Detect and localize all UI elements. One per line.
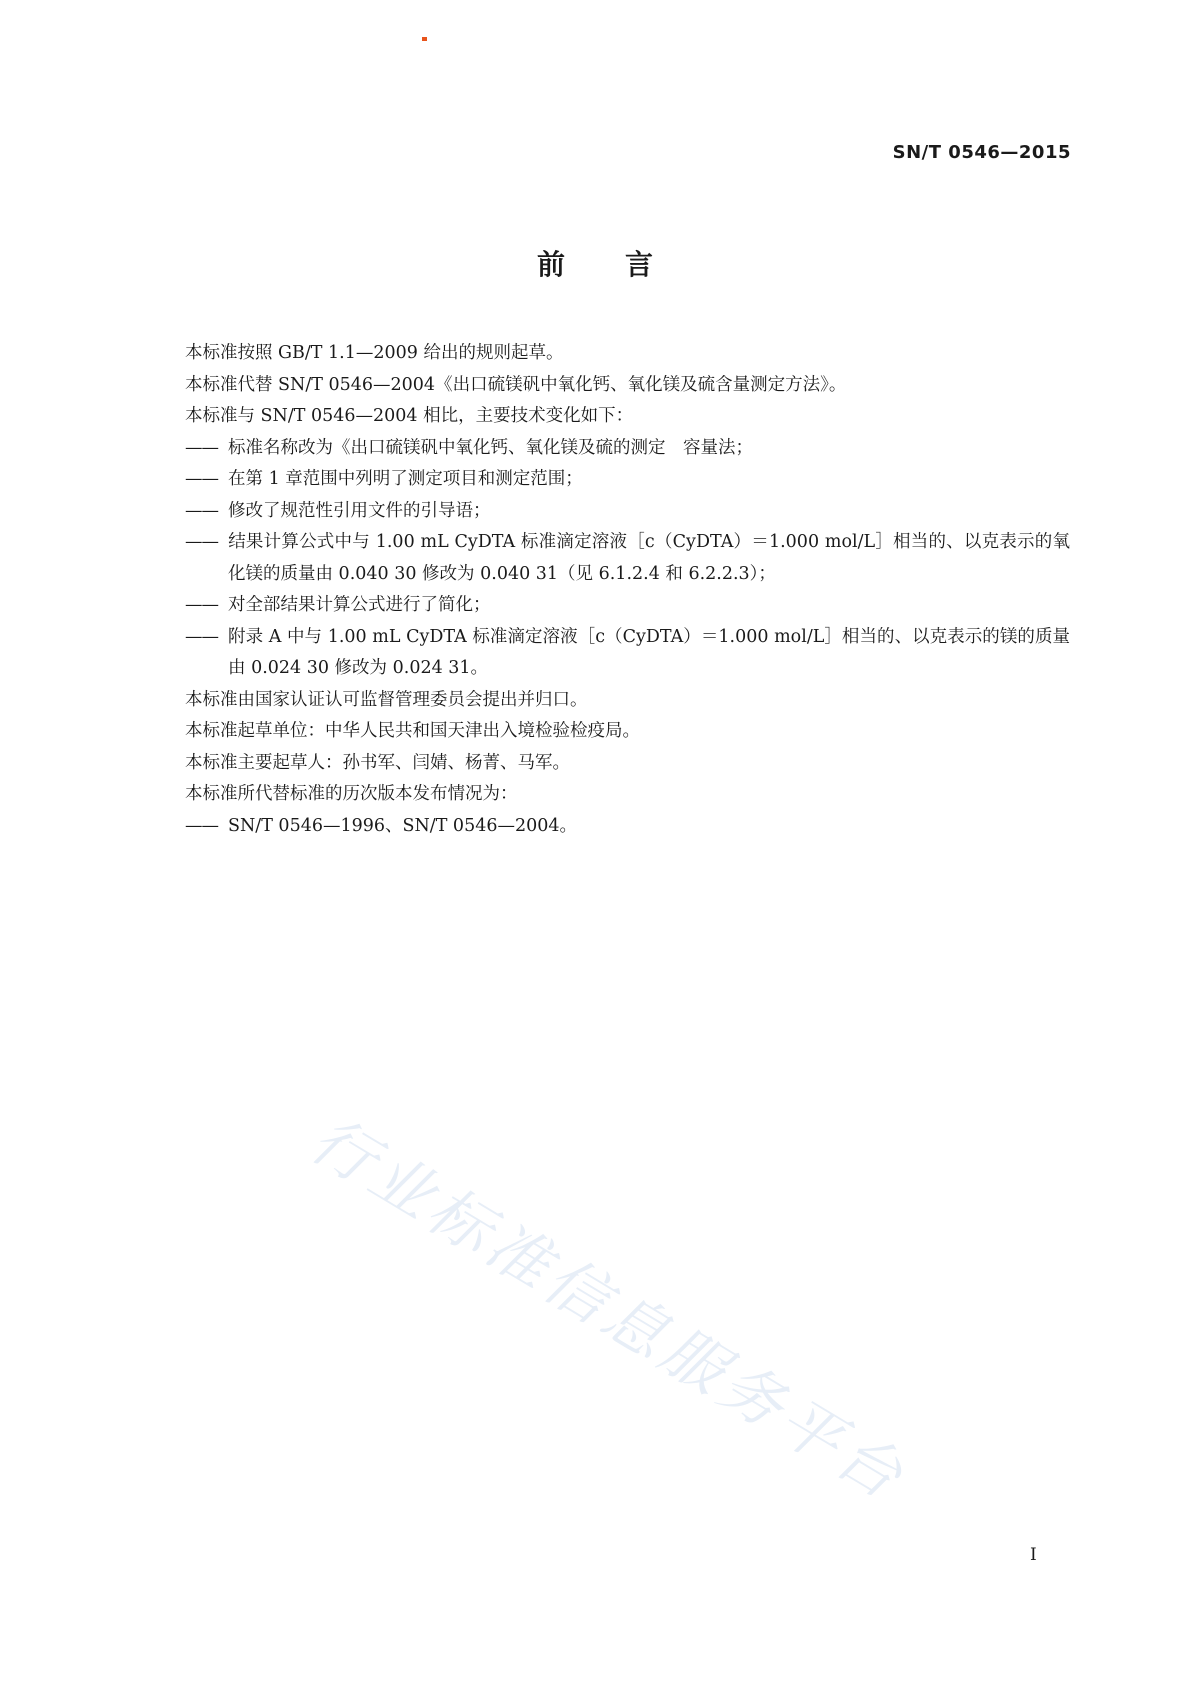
change-item-text: 对全部结果计算公式进行了简化； [228,595,491,615]
dash-marker: —— [185,815,218,836]
change-item [185,433,1070,465]
change-item [185,590,1070,622]
dash-marker: —— [185,626,218,647]
change-item [185,622,1070,685]
change-item-text: 修改了规范性引用文件的引导语； [228,500,491,521]
change-item [185,464,1070,496]
dash-marker: —— [185,500,218,521]
paragraph-drafters: 本标准主要起草人：孙书军、闫婧、杨菁、马军。 [185,752,570,773]
dash-marker: —— [185,469,218,489]
history-item [185,811,1070,843]
dash-marker: —— [185,437,218,458]
dash-marker: —— [185,595,218,615]
paragraph-drafting-rules: 本标准按照 GB/T 1.1—2009 给出的规则起草。 [185,343,564,363]
history-item-text: SN/T 0546—1996、SN/T 0546—2004。 [228,815,578,836]
paragraph-drafting-unit: 本标准起草单位：中华人民共和国天津出入境检验检疫局。 [185,721,640,741]
change-item-text: 标准名称改为《出口硫镁矾中氧化钙、氧化镁及硫的测定 容量法； [228,437,753,458]
change-item-text: 在第 1 章范围中列明了测定项目和测定范围； [228,469,583,489]
foreword-body [185,338,1070,842]
change-item [185,496,1070,528]
paragraph-replaces: 本标准代替 SN/T 0546—2004《出口硫镁矾中氧化钙、氧化镁及硫含量测定方法》。 [185,374,847,395]
paragraph-changes-intro: 本标准与 SN/T 0546—2004 相比，主要技术变化如下： [185,406,634,426]
page-title: 前言 [536,248,713,281]
standard-code: SN/T 0546—2015 [892,142,1071,163]
paragraph-history-intro: 本标准所代替标准的历次版本发布情况为： [185,784,518,804]
change-item-text: 附录 A 中与 1.00 mL CyDTA 标准滴定溶液［c（CyDTA）＝1.000 mol/L］相当的、以克表示的镁的质量由 0.024 30 修改为 0.024 31。 [228,626,1070,678]
dash-marker: —— [185,532,218,552]
change-item-text: 结果计算公式中与 1.00 mL CyDTA 标准滴定溶液［c（CyDTA）＝1.000 mol/L］相当的、以克表示的氧化镁的质量由 0.040 30 修改为 0.040 31（见 6.1.2.4 和 6.2.2.3）； [228,532,1070,584]
paragraph-proposer: 本标准由国家认证认可监督管理委员会提出并归口。 [185,689,588,710]
watermark: 行业标准信息服务平台 [298,1102,920,1516]
change-item [185,527,1070,590]
page-number: I [1030,1545,1037,1565]
orange-mark [422,37,427,41]
